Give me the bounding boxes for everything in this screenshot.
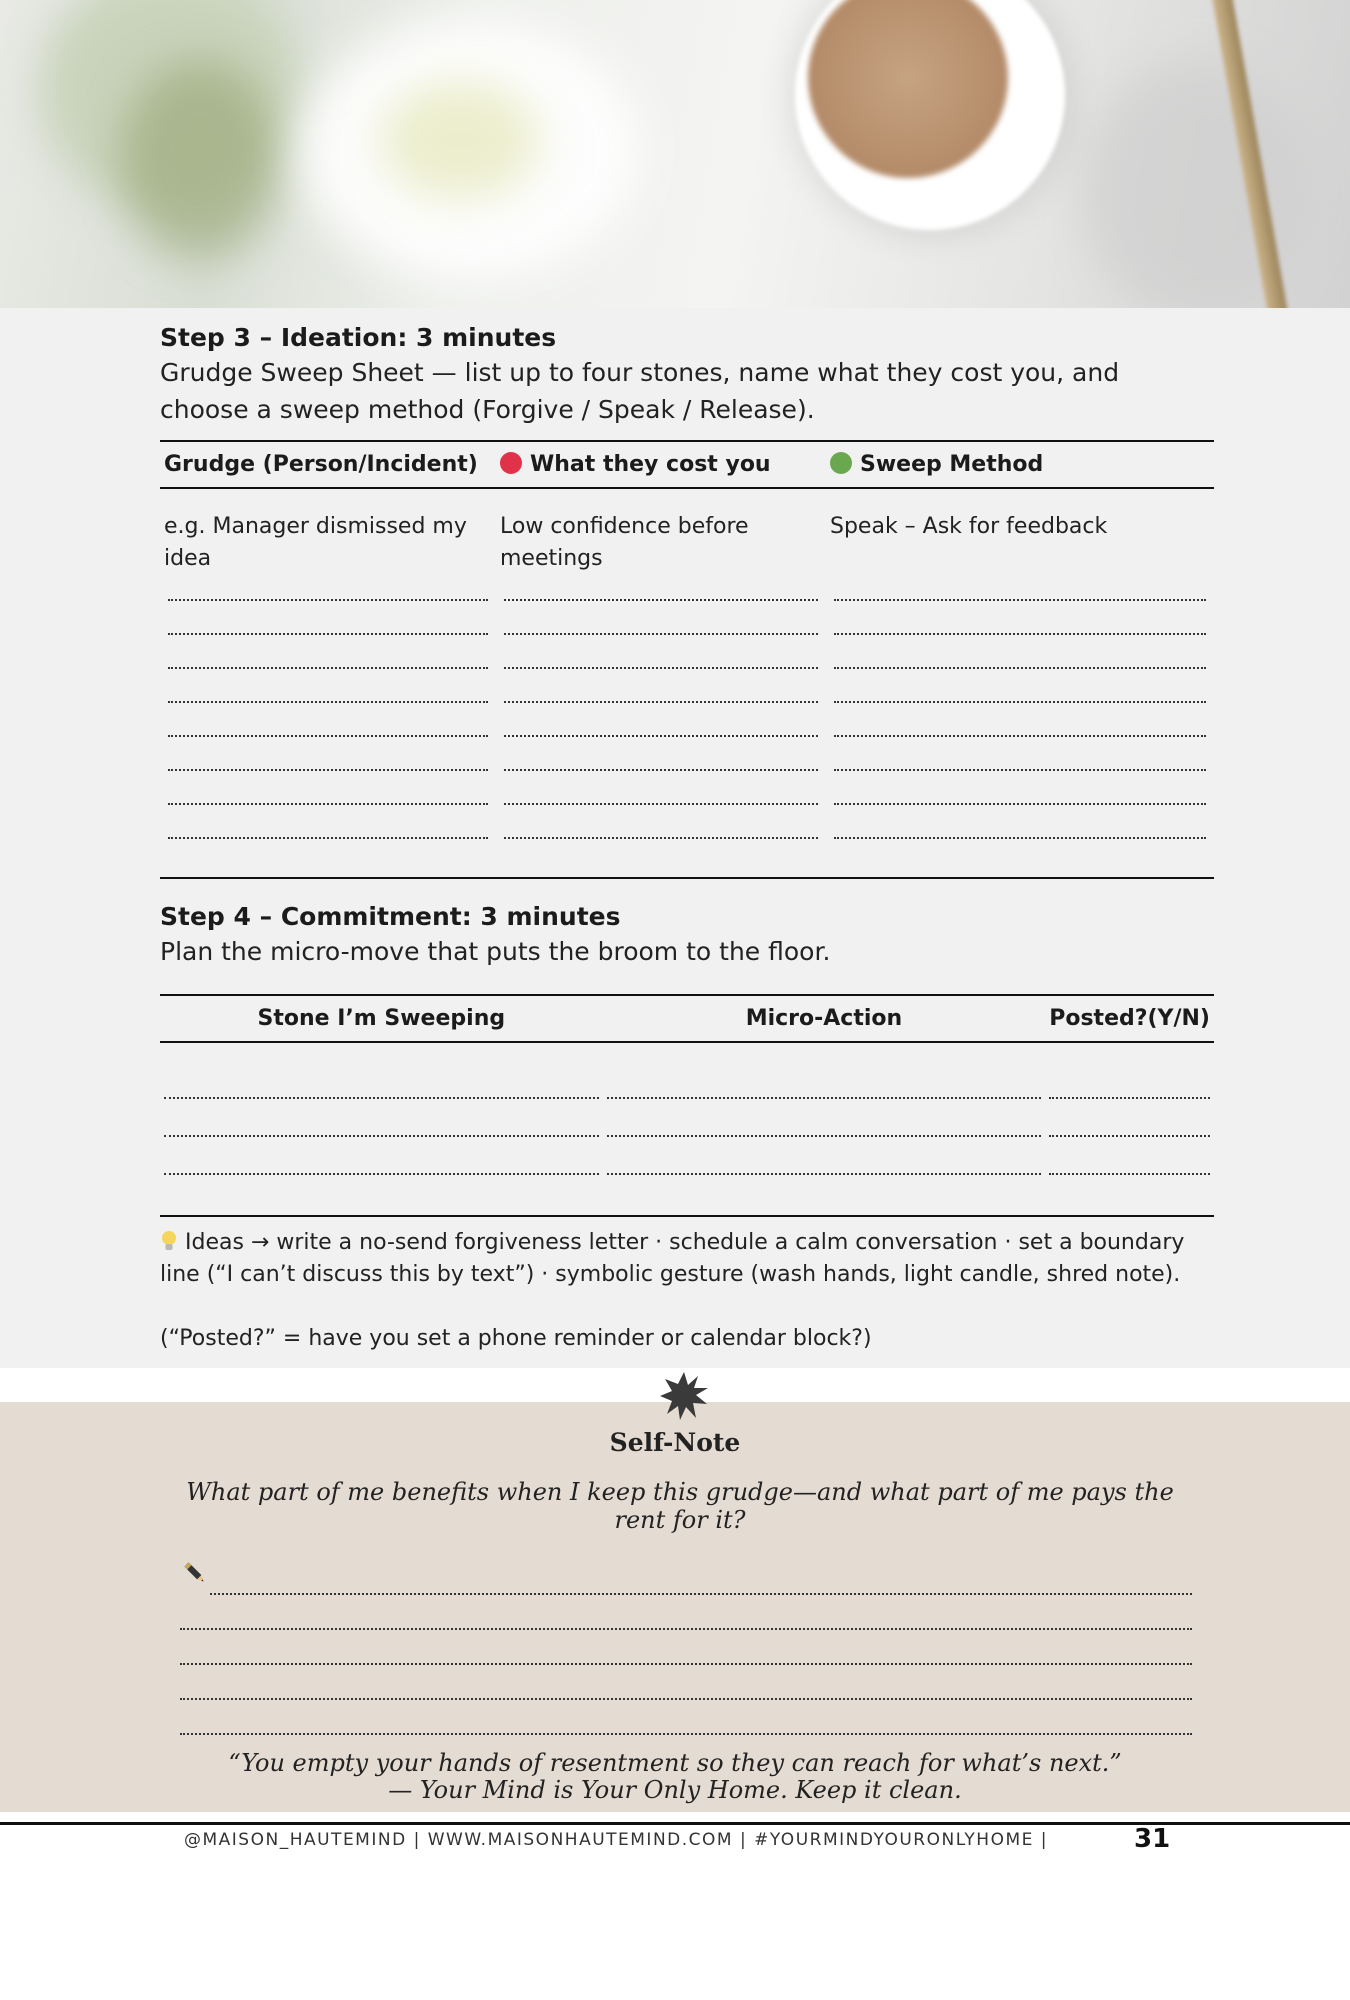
table-bottom-rule bbox=[160, 877, 1214, 879]
posted-column-header: Posted?(Y/N) bbox=[1045, 995, 1214, 1042]
red-dot-icon bbox=[500, 452, 522, 474]
posted-entry-column[interactable] bbox=[1045, 1042, 1214, 1175]
lightbulb-icon bbox=[160, 1230, 178, 1252]
step4-description: Plan the micro-move that puts the broom to the floor. bbox=[160, 937, 831, 966]
ideas-note bbox=[160, 1227, 1214, 1291]
commitment-table bbox=[160, 994, 1214, 1175]
micro-action-entry-column[interactable] bbox=[603, 1042, 1046, 1175]
closing-quote bbox=[0, 1750, 1350, 1804]
header-photo bbox=[0, 0, 1350, 308]
quote-line-1: “You empty your hands of resentment so they can reach for what’s next.” bbox=[228, 1749, 1122, 1777]
self-note-writing-lines[interactable] bbox=[180, 1560, 1192, 1735]
stone-column-header: Stone I’m Sweeping bbox=[160, 995, 603, 1042]
quote-line-2: — Your Mind is Your Only Home. Keep it clean. bbox=[388, 1776, 962, 1804]
posted-note: (“Posted?” = have you set a phone reminder or calendar block?) bbox=[160, 1326, 872, 1351]
example-row bbox=[160, 488, 1214, 575]
step3-title: Step 3 – Ideation: 3 minutes bbox=[160, 323, 557, 352]
method-column-header: Sweep Method bbox=[826, 441, 1214, 488]
example-method: Speak – Ask for feedback bbox=[830, 514, 1108, 539]
green-dot-icon bbox=[830, 452, 852, 474]
cost-column-header: What they cost you bbox=[496, 441, 826, 488]
ideas-label: Ideas → bbox=[185, 1230, 270, 1255]
grudge-column-header: Grudge (Person/Incident) bbox=[160, 441, 496, 488]
grudge-entry-column[interactable] bbox=[160, 575, 496, 839]
step3-description: Grudge Sweep Sheet — list up to four stones, name what they cost you, and choose a sweep method (Forgive / Speak / Release). bbox=[160, 358, 1120, 424]
step4-title: Step 4 – Commitment: 3 minutes bbox=[160, 902, 621, 931]
footer-links: @MAISON_HAUTEMIND | WWW.MAISONHAUTEMIND.COM | #YOURMINDYOURONLYHOME | bbox=[184, 1830, 1048, 1850]
stone-entry-column[interactable] bbox=[160, 1042, 603, 1175]
micro-action-column-header: Micro-Action bbox=[603, 995, 1046, 1042]
starburst-icon bbox=[660, 1372, 708, 1420]
ideas-text: write a no-send forgiveness letter · schedule a calm conversation · set a boundary line (“I can’t discuss this by text”) · symbolic gesture (wash hands, light candle, shred note). bbox=[160, 1230, 1185, 1287]
self-note-title: Self-Note bbox=[609, 1428, 741, 1457]
commitment-entry-lines bbox=[160, 1042, 1214, 1175]
commitment-bottom-rule bbox=[160, 1215, 1214, 1217]
pencil-icon bbox=[182, 1560, 208, 1586]
cost-entry-column[interactable] bbox=[496, 575, 826, 839]
page-number: 31 bbox=[1134, 1824, 1171, 1854]
method-entry-column[interactable] bbox=[826, 575, 1214, 839]
grudge-table bbox=[160, 440, 1214, 839]
self-note-question: What part of me benefits when I keep this grudge—and what part of me pays the rent for it? bbox=[186, 1478, 1174, 1534]
grudge-entry-lines bbox=[160, 575, 1214, 839]
example-cost: Low confidence before meetings bbox=[500, 514, 749, 571]
step3-section bbox=[160, 323, 1214, 879]
example-grudge: e.g. Manager dismissed my idea bbox=[164, 514, 467, 571]
step4-section bbox=[160, 902, 1214, 1355]
